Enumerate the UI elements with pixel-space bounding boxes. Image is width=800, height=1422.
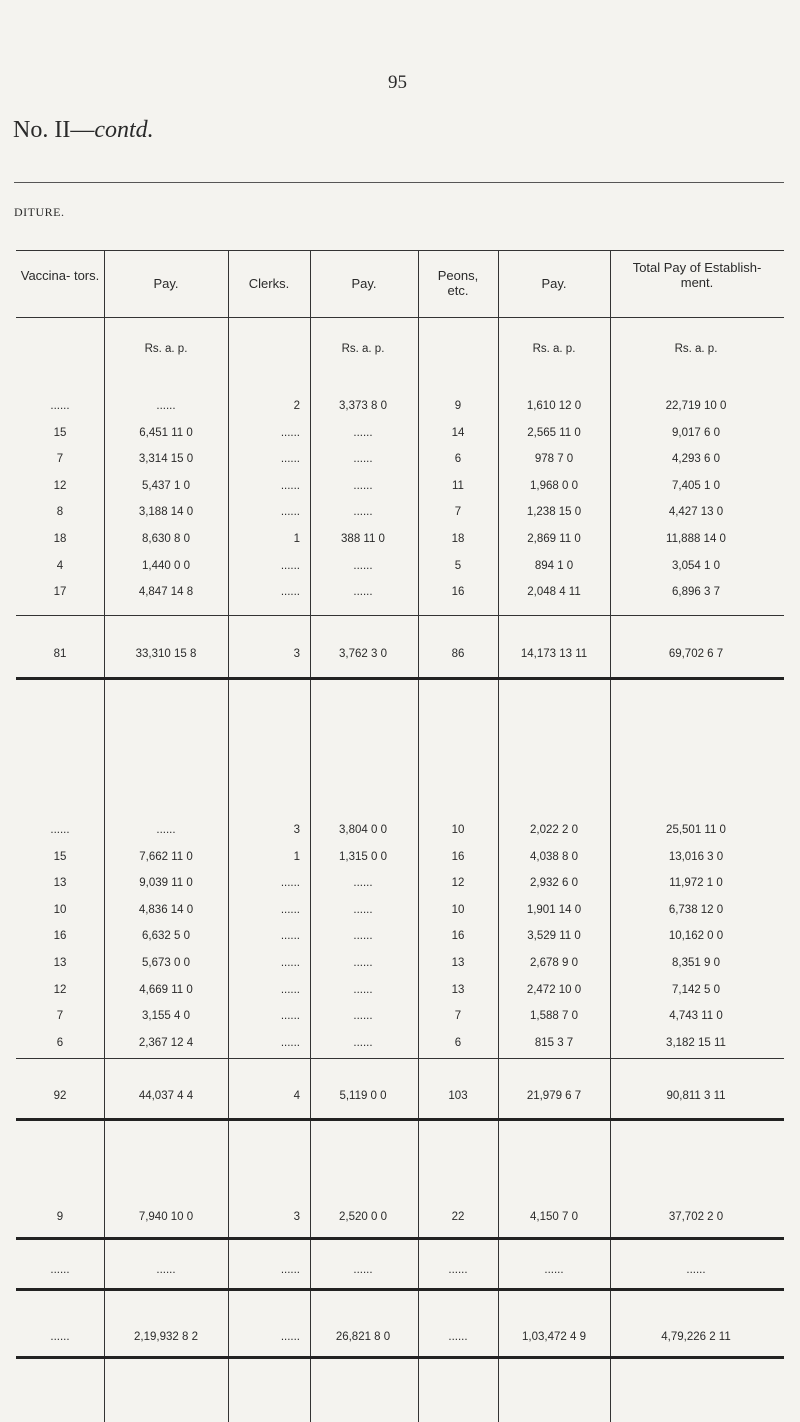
header-pay-vaccinators: Pay.: [153, 276, 179, 291]
cell-vaccinators: 7: [56, 453, 64, 465]
cell-pay-vaccinators: 7,940 10 0: [138, 1211, 194, 1223]
cell-pay-peons: 2,932 6 0: [530, 877, 578, 889]
cell-pay-clerks: 26,821 8 0: [335, 1331, 391, 1343]
cell-vaccinators: 8: [56, 506, 64, 518]
cell-vaccinators: ......: [50, 824, 70, 836]
cell-pay-vaccinators: 44,037 4 4: [138, 1090, 194, 1102]
cell-vaccinators: 7: [56, 1010, 64, 1022]
cell-peons: 13: [451, 984, 465, 996]
heading-contd: contd.: [94, 117, 154, 143]
cell-pay-peons: 2,869 11 0: [527, 533, 581, 545]
cell-peons: 7: [454, 506, 462, 518]
cell-peons: ......: [448, 1264, 468, 1276]
cell-peons: 18: [451, 533, 465, 545]
cell-pay-peons: 2,565 11 0: [527, 427, 581, 439]
cell-pay-clerks: ......: [353, 877, 373, 889]
cell-peons: 13: [451, 957, 465, 969]
cell-pay-clerks: ......: [353, 506, 373, 518]
section-rule-heavy: [16, 1356, 784, 1359]
cell-peons: 11: [452, 480, 464, 492]
header-vaccinators: Vaccina- tors.: [20, 268, 100, 283]
cell-vaccinators: 13: [53, 877, 67, 889]
cell-pay-clerks: 3,373 8 0: [339, 400, 387, 412]
cell-vaccinators: ......: [50, 400, 70, 412]
cell-pay-clerks: ......: [353, 1010, 373, 1022]
cell-pay-vaccinators: 2,367 12 4: [138, 1037, 194, 1049]
header-peons: Peons, etc.: [437, 268, 479, 298]
cell-vaccinators: 92: [53, 1090, 67, 1102]
cell-pay-peons: 1,968 0 0: [530, 480, 578, 492]
header-bottom-border: [16, 317, 784, 318]
cell-vaccinators: 13: [53, 957, 67, 969]
cell-pay-clerks: 3,804 0 0: [339, 824, 387, 836]
cell-pay-peons: 815 3 7: [534, 1037, 574, 1049]
cell-total-pay: 7,405 1 0: [672, 480, 720, 492]
unit-pay-peons: Rs. a. p.: [532, 343, 576, 355]
cell-pay-clerks: ......: [353, 1264, 373, 1276]
cell-total-pay: 3,182 15 11: [666, 1037, 726, 1049]
cell-peons: 16: [451, 930, 465, 942]
cell-total-pay: 6,896 3 7: [672, 586, 720, 598]
cell-clerks: ......: [280, 984, 300, 996]
cell-total-pay: 8,351 9 0: [672, 957, 720, 969]
cell-clerks: ......: [280, 1264, 300, 1276]
cell-pay-vaccinators: 4,836 14 0: [138, 904, 194, 916]
cell-pay-clerks: 3,762 3 0: [339, 648, 387, 660]
cell-clerks: ......: [280, 453, 300, 465]
cell-vaccinators: 16: [53, 930, 67, 942]
table-top-border: [16, 250, 784, 251]
cell-pay-clerks: 388 11 0: [341, 533, 385, 545]
cell-pay-peons: 1,901 14 0: [526, 904, 582, 916]
cell-peons: 7: [454, 1010, 462, 1022]
cell-pay-vaccinators: 7,662 11 0: [139, 851, 193, 863]
cell-clerks: ......: [280, 1010, 300, 1022]
cell-total-pay: 22,719 10 0: [665, 400, 727, 412]
cell-total-pay: 6,738 12 0: [668, 904, 724, 916]
cell-total-pay: 9,017 6 0: [672, 427, 720, 439]
cell-pay-peons: 2,048 4 11: [527, 586, 581, 598]
header-total-pay: Total Pay of Establish- ment.: [632, 260, 762, 290]
cell-pay-peons: 894 1 0: [534, 560, 574, 572]
cell-clerks: ......: [280, 506, 300, 518]
cell-vaccinators: 17: [53, 586, 67, 598]
unit-total-pay: Rs. a. p.: [674, 343, 718, 355]
cell-pay-peons: 21,979 6 7: [526, 1090, 582, 1102]
cell-pay-vaccinators: 4,669 11 0: [139, 984, 193, 996]
cell-pay-vaccinators: ......: [156, 824, 176, 836]
cell-pay-vaccinators: 6,451 11 0: [139, 427, 193, 439]
section-rule-heavy: [16, 677, 784, 680]
cell-pay-vaccinators: 3,155 4 0: [142, 1010, 190, 1022]
cell-clerks: ......: [280, 904, 300, 916]
cell-pay-peons: 1,610 12 0: [526, 400, 582, 412]
cell-peons: 16: [451, 586, 465, 598]
cell-vaccinators: 4: [56, 560, 64, 572]
cell-pay-clerks: 5,119 0 0: [339, 1090, 387, 1102]
cell-pay-peons: 4,150 7 0: [530, 1211, 578, 1223]
cell-peons: ......: [448, 1331, 468, 1343]
cell-clerks: ......: [280, 586, 300, 598]
cell-pay-peons: 1,588 7 0: [530, 1010, 578, 1022]
section-rule-heavy: [16, 1118, 784, 1121]
cell-clerks: 4: [293, 1090, 300, 1102]
cell-total-pay: 4,79,226 2 11: [661, 1331, 731, 1343]
cell-peons: 12: [451, 877, 465, 889]
cell-vaccinators: ......: [50, 1331, 70, 1343]
cell-vaccinators: 18: [53, 533, 67, 545]
cell-pay-clerks: 2,520 0 0: [339, 1211, 387, 1223]
cell-pay-clerks: ......: [353, 427, 373, 439]
cell-clerks: 3: [293, 824, 300, 836]
cell-clerks: ......: [280, 480, 300, 492]
cell-total-pay: 11,888 14 0: [666, 533, 726, 545]
cell-total-pay: 4,427 13 0: [668, 506, 724, 518]
cell-total-pay: 37,702 2 0: [668, 1211, 724, 1223]
cell-pay-clerks: ......: [353, 1037, 373, 1049]
cell-clerks: ......: [280, 877, 300, 889]
unit-pay-vaccinators: Rs. a. p.: [144, 343, 188, 355]
cell-total-pay: 7,142 5 0: [672, 984, 720, 996]
header-pay-clerks: Pay.: [351, 276, 377, 291]
cell-peons: 10: [451, 904, 465, 916]
cell-pay-vaccinators: 9,039 11 0: [139, 877, 193, 889]
cell-total-pay: ......: [686, 1264, 706, 1276]
cell-pay-clerks: ......: [353, 957, 373, 969]
cell-clerks: ......: [280, 1331, 300, 1343]
cell-pay-vaccinators: 5,437 1 0: [142, 480, 190, 492]
cell-vaccinators: 15: [53, 851, 67, 863]
cell-peons: 22: [451, 1211, 465, 1223]
cell-total-pay: 4,293 6 0: [672, 453, 720, 465]
cell-pay-peons: 1,238 15 0: [526, 506, 582, 518]
cell-pay-clerks: ......: [353, 984, 373, 996]
cell-peons: 9: [454, 400, 462, 412]
cell-total-pay: 90,811 3 11: [666, 1090, 726, 1102]
cell-vaccinators: 6: [56, 1037, 64, 1049]
cell-pay-clerks: ......: [353, 930, 373, 942]
cell-pay-clerks: ......: [353, 904, 373, 916]
section-rule-heavy: [16, 1288, 784, 1291]
cell-total-pay: 3,054 1 0: [672, 560, 720, 572]
page-number: 95: [388, 72, 407, 93]
cell-pay-vaccinators: 3,188 14 0: [138, 506, 194, 518]
cell-clerks: ......: [280, 930, 300, 942]
cell-vaccinators: 81: [53, 648, 67, 660]
total-rule: [16, 1058, 784, 1059]
cell-peons: 5: [454, 560, 462, 572]
cell-peons: 103: [448, 1090, 468, 1102]
cell-pay-vaccinators: 8,630 8 0: [142, 533, 190, 545]
cell-pay-vaccinators: 5,673 0 0: [142, 957, 190, 969]
unit-pay-clerks: Rs. a. p.: [341, 343, 385, 355]
cell-pay-peons: 978 7 0: [534, 453, 574, 465]
cell-total-pay: 4,743 11 0: [669, 1010, 723, 1022]
cell-pay-vaccinators: 6,632 5 0: [142, 930, 190, 942]
total-rule: [16, 615, 784, 616]
cell-total-pay: 11,972 1 0: [669, 877, 723, 889]
cell-total-pay: 13,016 3 0: [668, 851, 724, 863]
cell-clerks: ......: [280, 427, 300, 439]
cell-clerks: 3: [293, 648, 300, 660]
cell-vaccinators: 12: [53, 480, 67, 492]
cell-clerks: ......: [280, 560, 300, 572]
cell-pay-vaccinators: 4,847 14 8: [138, 586, 194, 598]
cell-peons: 10: [451, 824, 465, 836]
cell-clerks: 2: [293, 400, 300, 412]
cell-vaccinators: 9: [56, 1211, 64, 1223]
cell-pay-peons: 2,472 10 0: [526, 984, 582, 996]
cell-total-pay: 25,501 11 0: [666, 824, 726, 836]
cell-pay-clerks: ......: [353, 480, 373, 492]
header-clerks: Clerks.: [248, 276, 290, 291]
cell-clerks: 1: [293, 533, 300, 545]
cell-pay-peons: 4,038 8 0: [530, 851, 578, 863]
cell-clerks: ......: [280, 1037, 300, 1049]
section-rule-heavy: [16, 1237, 784, 1240]
cell-pay-clerks: ......: [353, 586, 373, 598]
cell-peons: 16: [451, 851, 465, 863]
cell-pay-vaccinators: 3,314 15 0: [138, 453, 194, 465]
cell-total-pay: 69,702 6 7: [668, 648, 724, 660]
cell-total-pay: 10,162 0 0: [668, 930, 724, 942]
cell-pay-peons: 14,173 13 11: [520, 648, 588, 660]
cell-pay-vaccinators: ......: [156, 400, 176, 412]
cell-pay-peons: 2,022 2 0: [530, 824, 578, 836]
cell-pay-peons: 3,529 11 0: [527, 930, 581, 942]
cell-vaccinators: 15: [53, 427, 67, 439]
cell-pay-vaccinators: 1,440 0 0: [142, 560, 190, 572]
cell-peons: 6: [454, 1037, 462, 1049]
cell-pay-clerks: ......: [353, 453, 373, 465]
cell-clerks: 1: [293, 851, 300, 863]
cell-peons: 6: [454, 453, 462, 465]
cell-pay-peons: 1,03,472 4 9: [522, 1331, 586, 1343]
cell-pay-peons: ......: [544, 1264, 564, 1276]
heading-prefix: No. II—: [13, 117, 95, 143]
cell-pay-peons: 2,678 9 0: [530, 957, 578, 969]
cell-pay-vaccinators: 33,310 15 8: [135, 648, 197, 660]
cell-vaccinators: 12: [53, 984, 67, 996]
subheading: DITURE.: [14, 205, 65, 219]
cell-pay-vaccinators: 2,19,932 8 2: [134, 1331, 198, 1343]
cell-peons: 86: [451, 648, 465, 660]
cell-pay-clerks: 1,315 0 0: [339, 851, 387, 863]
header-pay-peons: Pay.: [541, 276, 567, 291]
cell-pay-vaccinators: ......: [156, 1264, 176, 1276]
cell-clerks: ......: [280, 957, 300, 969]
cell-clerks: 3: [293, 1211, 300, 1223]
cell-vaccinators: 10: [53, 904, 67, 916]
cell-pay-clerks: ......: [353, 560, 373, 572]
cell-vaccinators: ......: [50, 1264, 70, 1276]
cell-peons: 14: [451, 427, 465, 439]
